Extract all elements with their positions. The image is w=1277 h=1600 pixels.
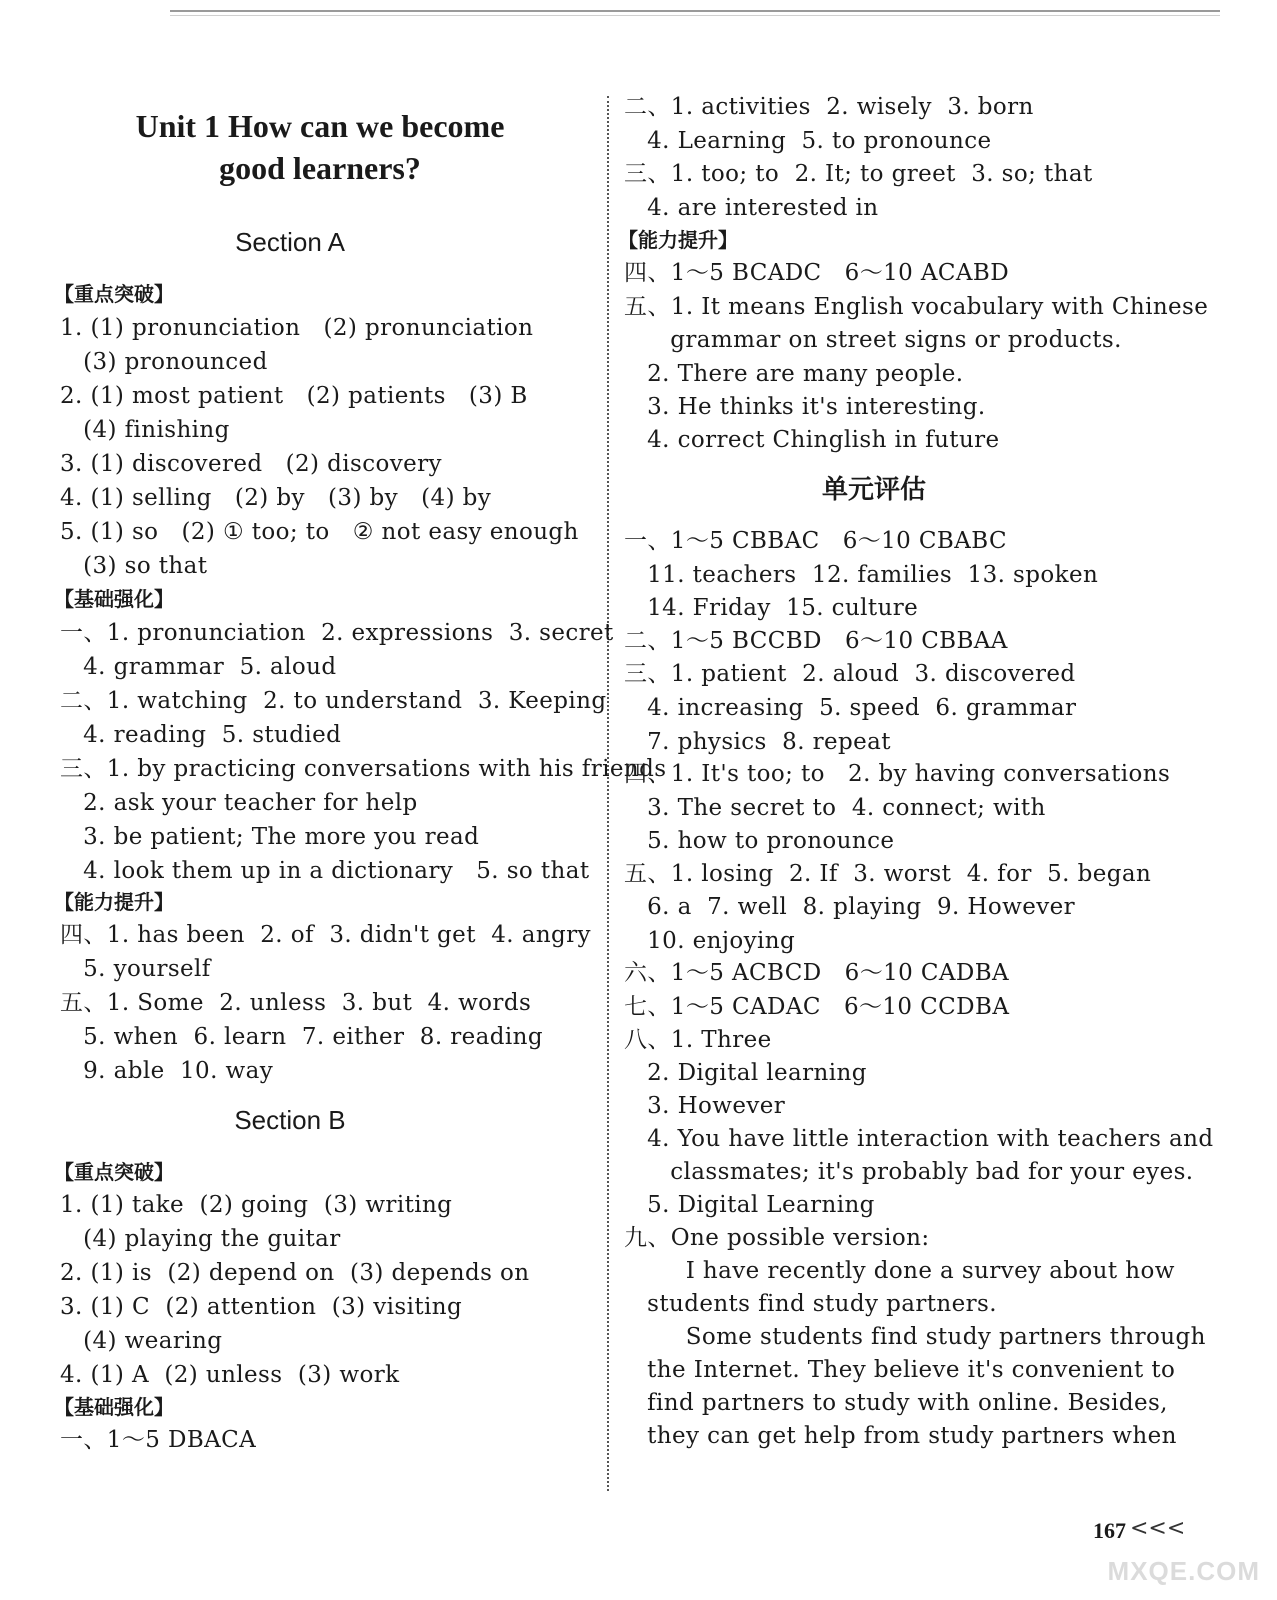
answer-line: 4. reading 5. studied — [60, 722, 342, 748]
answer-line: 3. The secret to 4. connect; with — [624, 795, 1046, 821]
answer-line: 4. Learning 5. to pronounce — [624, 128, 992, 154]
answer-line: 4. (1) A (2) unless (3) work — [60, 1362, 400, 1388]
b-basic-heading: 【基础强化】 — [54, 1395, 174, 1419]
essay-line: I have recently done a survey about how — [624, 1258, 1175, 1284]
answer-line: 5. Digital Learning — [624, 1192, 875, 1218]
answer-line: 四、1. has been 2. of 3. didn't get 4. angry — [60, 922, 591, 948]
answer-line: 3. be patient; The more you read — [60, 824, 480, 850]
answer-line: (4) playing the guitar — [60, 1226, 341, 1252]
essay-line: the Internet. They believe it's convenient to — [624, 1357, 1176, 1383]
answer-line: 4. (1) selling (2) by (3) by (4) by — [60, 485, 492, 511]
column-divider — [607, 96, 609, 1491]
answer-line: (4) wearing — [60, 1328, 223, 1354]
answer-line: 3. (1) C (2) attention (3) visiting — [60, 1294, 463, 1320]
answer-line: (3) pronounced — [60, 349, 268, 375]
answer-line: 3. (1) discovered (2) discovery — [60, 451, 442, 477]
answer-line: 三、1. by practicing conversations with his friends — [60, 756, 667, 782]
essay-line: they can get help from study partners when — [624, 1423, 1177, 1449]
answer-line: 11. teachers 12. families 13. spoken — [624, 562, 1099, 588]
answer-line: 一、1～5 DBACA — [60, 1427, 257, 1453]
b-key-heading: 【重点突破】 — [54, 1160, 174, 1184]
watermark-text: MXQE.COM — [1107, 1556, 1260, 1586]
section-a-heading: Section A — [235, 227, 345, 257]
answer-line: 五、1. losing 2. If 3. worst 4. for 5. began — [624, 861, 1152, 887]
answer-line: 3. However — [624, 1093, 786, 1119]
essay-line: students find study partners. — [624, 1291, 997, 1317]
ability-heading: 【能力提升】 — [618, 228, 738, 252]
answer-line: 七、1～5 CADAC 6～10 CCDBA — [624, 994, 1010, 1020]
answer-line: 一、1. pronunciation 2. expressions 3. secret — [60, 620, 614, 646]
answer-line: 10. enjoying — [624, 928, 796, 954]
a-basic-heading: 【基础强化】 — [54, 587, 174, 611]
answer-line: 1. (1) pronunciation (2) pronunciation — [60, 315, 534, 341]
answer-line: 4. are interested in — [624, 195, 879, 221]
essay-line: find partners to study with online. Besides, — [624, 1390, 1168, 1416]
answer-line: 六、1～5 ACBCD 6～10 CADBA — [624, 960, 1010, 986]
a-key-heading: 【重点突破】 — [54, 282, 174, 306]
answer-line: 九、One possible version: — [624, 1225, 930, 1251]
answer-line: 三、1. patient 2. aloud 3. discovered — [624, 661, 1076, 687]
answer-line: 4. increasing 5. speed 6. grammar — [624, 695, 1077, 721]
answer-line: 2. (1) most patient (2) patients (3) B — [60, 383, 528, 409]
unit-eval-heading: 单元评估 — [822, 475, 927, 505]
answer-line: 5. how to pronounce — [624, 828, 895, 854]
answer-line: 2. There are many people. — [624, 361, 964, 387]
answer-line: 4. grammar 5. aloud — [60, 654, 337, 680]
answer-line: 5. when 6. learn 7. either 8. reading — [60, 1024, 543, 1050]
answer-line: 3. He thinks it's interesting. — [624, 394, 986, 420]
answer-line: 9. able 10. way — [60, 1058, 274, 1084]
answer-line: (4) finishing — [60, 417, 230, 443]
answer-line: 5. (1) so (2) ① too; to ② not easy enough — [60, 519, 579, 545]
answer-line: 一、1～5 CBBAC 6～10 CBABC — [624, 528, 1007, 554]
answer-line: 五、1. It means English vocabulary with Chinese — [624, 294, 1209, 320]
answer-line: 2. ask your teacher for help — [60, 790, 418, 816]
watermark — [1080, 1505, 1270, 1595]
a-ability-heading: 【能力提升】 — [54, 890, 174, 914]
answer-line: 4. You have little interaction with teachers and — [624, 1126, 1214, 1152]
page-number: 167 — [1093, 1518, 1126, 1543]
page-arrows-icon: <<< — [1130, 1516, 1186, 1541]
answer-line: 4. look them up in a dictionary 5. so that — [60, 858, 590, 884]
answer-line: grammar on street signs or products. — [624, 327, 1122, 353]
unit-title-line2: good learners? — [219, 150, 421, 186]
answer-line: 二、1. watching 2. to understand 3. Keeping — [60, 688, 607, 714]
answer-line: 五、1. Some 2. unless 3. but 4. words — [60, 990, 532, 1016]
answer-line: 14. Friday 15. culture — [624, 595, 919, 621]
answer-line: 7. physics 8. repeat — [624, 729, 891, 755]
essay-line: Some students find study partners through — [624, 1324, 1206, 1350]
answer-line: 6. a 7. well 8. playing 9. However — [624, 894, 1076, 920]
header-rule — [170, 10, 1220, 12]
answer-line: 二、1～5 BCCBD 6～10 CBBAA — [624, 628, 1008, 654]
answer-line: 三、1. too; to 2. It; to greet 3. so; that — [624, 161, 1093, 187]
unit-title-line1: Unit 1 How can we become — [135, 108, 505, 144]
header-rule-thin — [170, 15, 1220, 16]
answer-line: (3) so that — [60, 553, 208, 579]
answer-line: 四、1. It's too; to 2. by having conversations — [624, 761, 1171, 787]
answer-line: classmates; it's probably bad for your eyes. — [624, 1159, 1194, 1185]
answer-line: 5. yourself — [60, 956, 211, 982]
answer-line: 2. (1) is (2) depend on (3) depends on — [60, 1260, 530, 1286]
answer-line: 四、1～5 BCADC 6～10 ACABD — [624, 260, 1010, 286]
answer-line: 二、1. activities 2. wisely 3. born — [624, 94, 1034, 120]
answer-line: 八、1. Three — [624, 1027, 772, 1053]
section-b-heading: Section B — [234, 1105, 346, 1135]
answer-line: 1. (1) take (2) going (3) writing — [60, 1192, 453, 1218]
answer-line: 2. Digital learning — [624, 1060, 867, 1086]
answer-line: 4. correct Chinglish in future — [624, 427, 1000, 453]
